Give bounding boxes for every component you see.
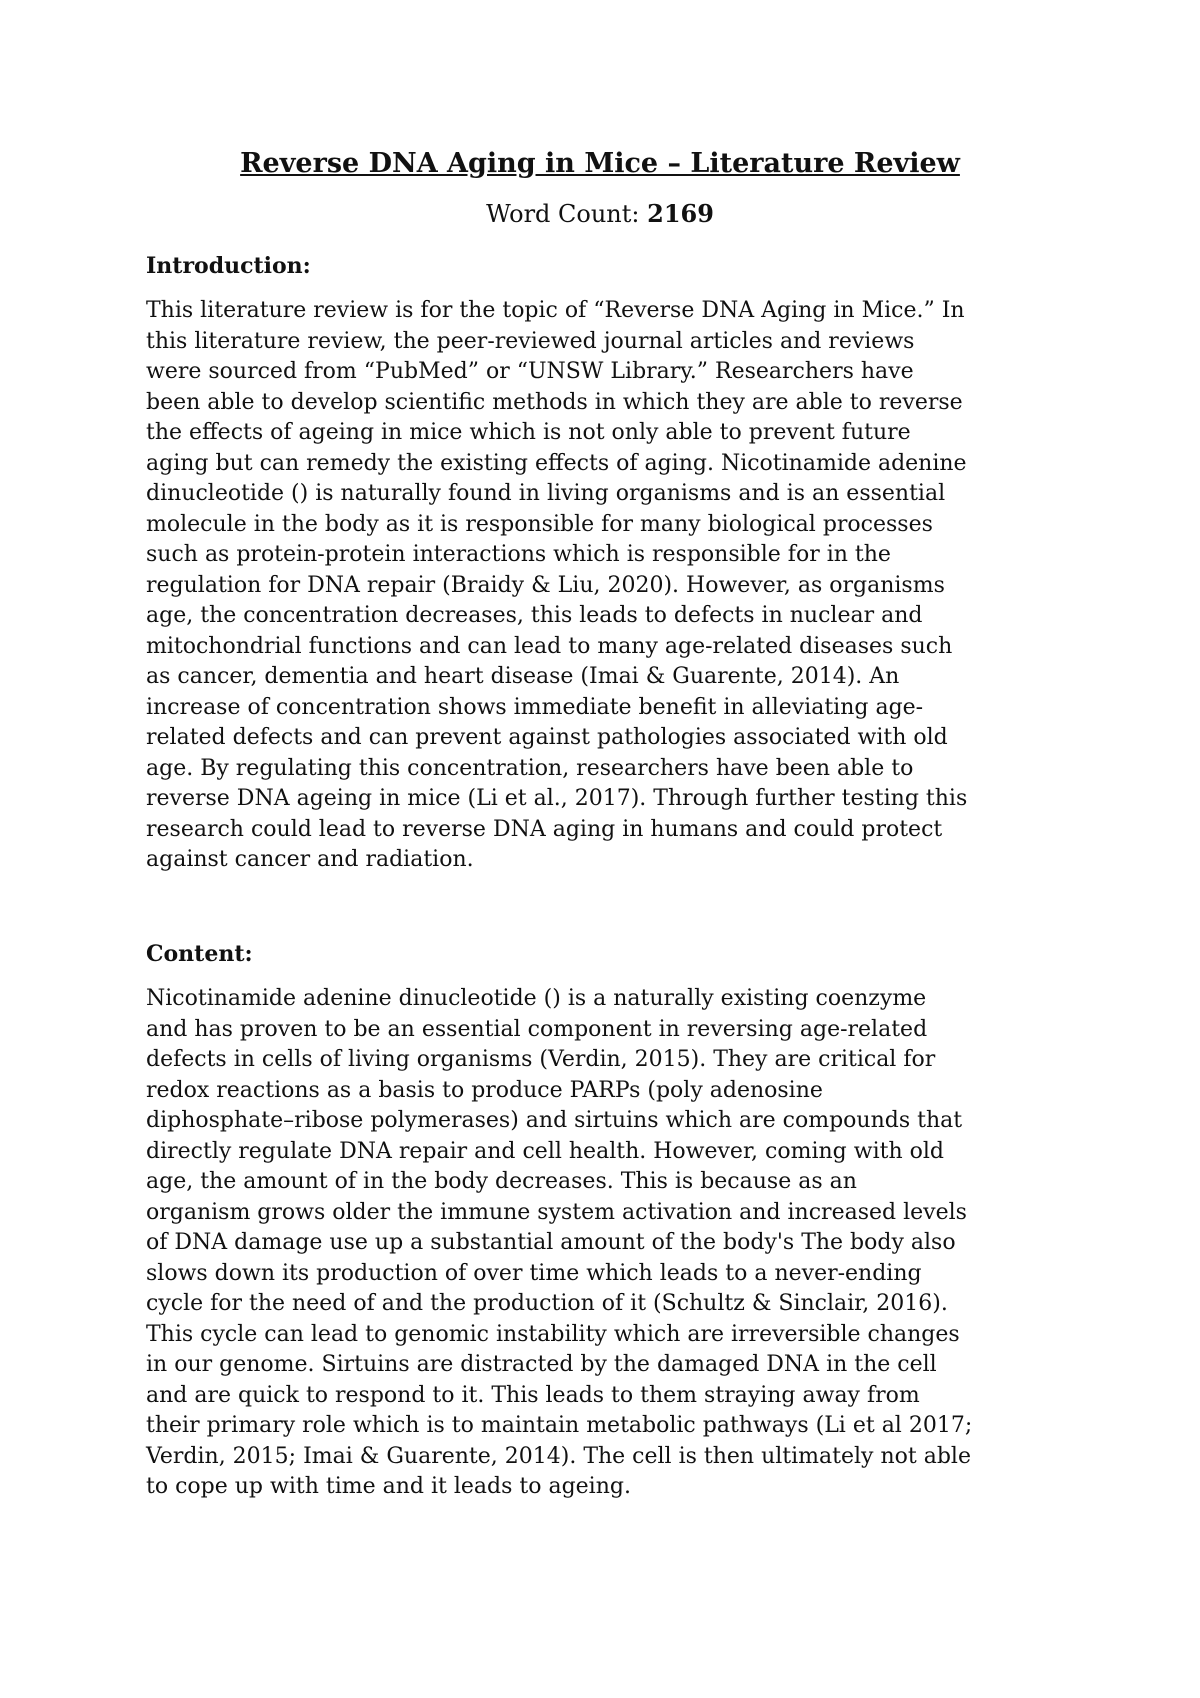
paragraph-line: molecule in the body as it is responsible for many biological processes [146,511,933,537]
paragraph-line: diphosphate–ribose polymerases) and sirtuins which are compounds that [146,1108,963,1133]
paragraph-line: this literature review, the peer-reviewed journal articles and reviews [146,328,915,354]
paragraph-line: were sourced from “PubMed” or “UNSW Library.” Researchers have [146,359,914,384]
word-count-label: Word Count: [486,200,648,228]
paragraph-line: such as protein-protein interactions which is responsible for in the [146,542,891,567]
paragraph-line: been able to develop scientific methods in which they are able to reverse [146,389,963,415]
paragraph-line: redox reactions as a basis to produce PARPs (poly adenosine [146,1077,823,1103]
paragraph-line: dinucleotide () is naturally found in living organisms and is an essential [146,481,946,506]
paragraph-line: reverse DNA ageing in mice (Li et al., 2017). Through further testing this [146,786,968,811]
paragraph-line: This literature review is for the topic of “Reverse DNA Aging in Mice.” In [146,298,965,323]
paragraph-line: as cancer, dementia and heart disease (Imai & Guarente, 2014). An [146,664,900,689]
word-count-value: 2169 [647,199,714,228]
paragraph-line: This cycle can lead to genomic instability which are irreversible changes [146,1321,960,1347]
paragraph-line: research could lead to reverse DNA aging in humans and could protect [146,816,943,842]
paragraph-line: their primary role which is to maintain metabolic pathways (Li et al 2017; [146,1413,973,1438]
paragraph-line: and are quick to respond to it. This leads to them straying away from [146,1382,920,1408]
paragraph-line: and has proven to be an essential component in reversing age-related [146,1016,928,1042]
paragraph-line: aging but can remedy the existing effects of aging. Nicotinamide adenine [146,450,967,476]
paragraph-line: of DNA damage use up a substantial amount of the body's The body also [146,1230,956,1255]
paragraph-line: slows down its production of over time which leads to a never-ending [146,1260,922,1286]
paragraph-line: to cope up with time and it leads to ageing. [146,1474,631,1499]
paragraph-line: age. By regulating this concentration, researchers have been able to [146,755,914,781]
paragraph-line: Nicotinamide adenine dinucleotide () is a naturally existing coenzyme [146,986,927,1011]
paragraph-line: age, the amount of in the body decreases. This is because as an [146,1169,857,1194]
document-title: Reverse DNA Aging in Mice – Literature Review [240,148,960,179]
paragraph-line: regulation for DNA repair (Braidy & Liu, 2020). However, as organisms [146,572,945,598]
paragraph-line: defects in cells of living organisms (Verdin, 2015). They are critical for [146,1047,936,1072]
paragraph-line: organism grows older the immune system activation and increased levels [146,1199,967,1225]
paragraph-line: related defects and can prevent against pathologies associated with old [146,725,948,750]
word-count [0,198,1200,230]
paragraph-line: directly regulate DNA repair and cell health. However, coming with old [146,1138,944,1164]
introduction-heading: Introduction: [146,253,311,279]
paragraph-line: the effects of ageing in mice which is not only able to prevent future [146,420,911,445]
paragraph-line: increase of concentration shows immediate benefit in alleviating age- [146,694,924,720]
paragraph-line: cycle for the need of and the production of it (Schultz & Sinclair, 2016). [146,1291,948,1316]
content-heading: Content: [146,941,253,967]
paragraph-line: age, the concentration decreases, this leads to defects in nuclear and [146,603,923,628]
introduction-paragraph [146,296,1086,876]
paragraph-line: against cancer and radiation. [146,847,474,872]
content-paragraph [146,984,1086,1503]
paragraph-line: mitochondrial functions and can lead to many age-related diseases such [146,633,953,659]
paragraph-line: in our genome. Sirtuins are distracted by the damaged DNA in the cell [146,1352,937,1377]
paragraph-line: Verdin, 2015; Imai & Guarente, 2014). The cell is then ultimately not able [146,1443,971,1469]
